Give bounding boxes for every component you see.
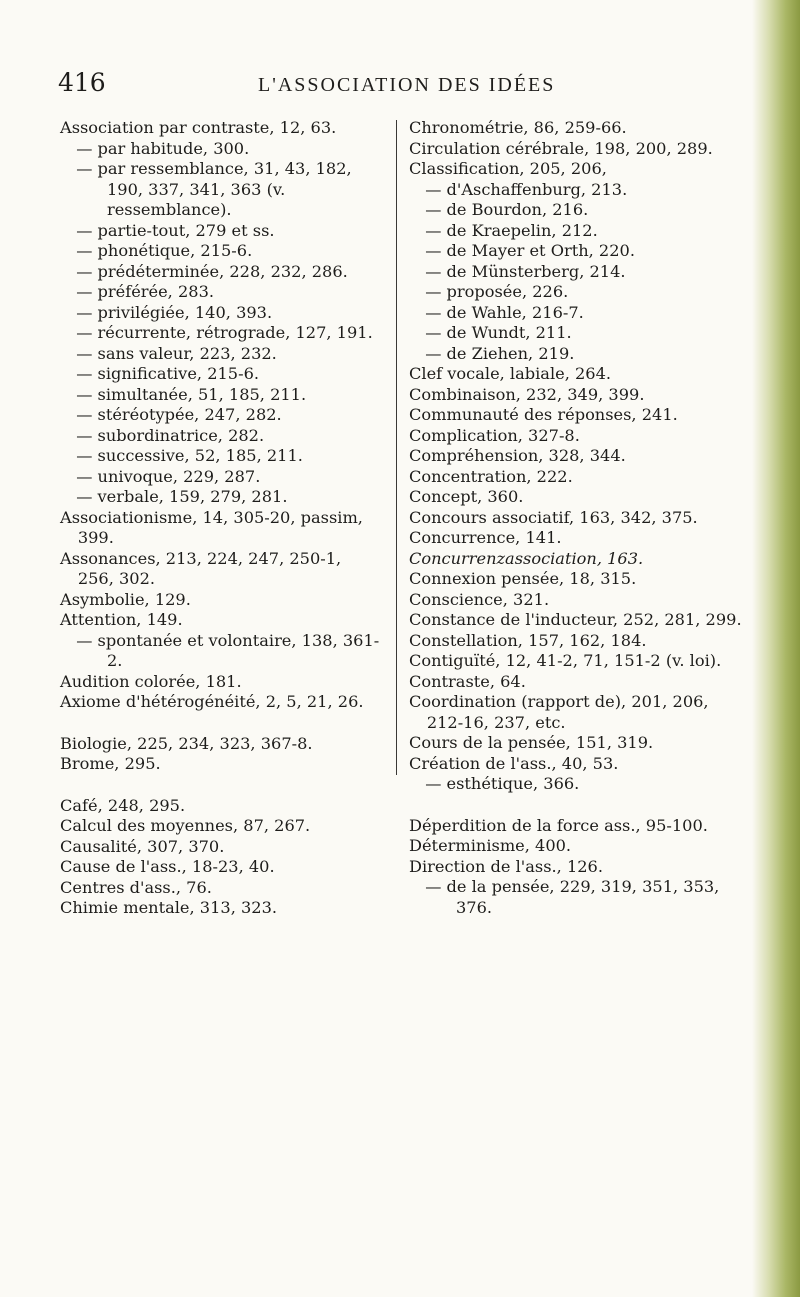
index-entry: Création de l'ass., 40, 53.: [409, 753, 619, 773]
index-subentry: — subordinatrice, 282.: [76, 425, 265, 445]
index-entry: Cause de l'ass., 18-23, 40.: [60, 857, 275, 876]
index-subentry: — de Münsterberg, 214.: [425, 261, 626, 281]
index-entry: Classification, 205, 206,: [409, 159, 607, 178]
index-subentry: — de Wundt, 211.: [425, 323, 572, 342]
index-entry: Concentration, 222.: [409, 466, 573, 486]
page-number: 416: [58, 68, 106, 97]
index-entry: Axiome d'hétérogénéité, 2, 5, 21, 26.: [60, 692, 364, 711]
index-entry: Compréhension, 328, 344.: [409, 446, 626, 465]
index-entry: Communauté des réponses, 241.: [409, 405, 678, 424]
index-entry: Brome, 295.: [60, 754, 161, 773]
index-column-left: [60, 118, 380, 919]
index-subentry: — de Mayer et Orth, 220.: [425, 241, 635, 260]
index-subentry: — de Wahle, 216-7.: [425, 302, 584, 322]
index-subentry: — prédéterminée, 228, 232, 286.: [76, 261, 348, 281]
index-subentry: — simultanée, 51, 185, 211.: [76, 384, 307, 404]
running-title: L'ASSOCIATION DES IDÉES: [258, 74, 556, 96]
section-gap: [409, 795, 749, 816]
section-gap: [60, 713, 380, 734]
index-column-right: [409, 118, 749, 918]
index-entry: Café, 248, 295.: [60, 795, 186, 815]
index-entry: Contiguïté, 12, 41-2, 71, 151-2 (v. loi).: [409, 651, 722, 670]
page-header: [58, 68, 758, 104]
index-entry: Déterminisme, 400.: [409, 836, 572, 855]
index-entry: Complication, 327-8.: [409, 425, 580, 445]
index-entry: Contraste, 64.: [409, 671, 526, 691]
index-entry: Concours associatif, 163, 342, 375.: [409, 507, 698, 527]
index-subentry: — par habitude, 300.: [76, 138, 250, 158]
index-entry: Circulation cérébrale, 198, 200, 289.: [409, 138, 713, 158]
index-subentry: — de Bourdon, 216.: [425, 200, 589, 219]
index-subentry: — sans valeur, 223, 232.: [76, 343, 277, 363]
index-entry: Constance de l'inducteur, 252, 281, 299.: [409, 610, 742, 629]
index-subentry: — univoque, 229, 287.: [76, 466, 261, 486]
column-divider: [396, 120, 397, 775]
index-subentry: — proposée, 226.: [425, 282, 569, 301]
index-entry: Direction de l'ass., 126.: [409, 856, 603, 876]
index-entry: Coordination (rapport de), 201, 206, 212-16, 237, etc.: [409, 692, 709, 732]
index-subentry: — par ressemblance, 31, 43, 182, 190, 337, 341, 363 (v. ressemblance).: [76, 159, 352, 219]
index-entry: Centres d'ass., 76.: [60, 877, 212, 897]
index-subentry: — récurrente, rétrograde, 127, 191.: [76, 323, 373, 342]
index-subentry: — phonétique, 215-6.: [76, 241, 253, 260]
index-entry: Concurrenzassociation, 163.: [409, 548, 644, 568]
index-entry: Conscience, 321.: [409, 589, 550, 609]
index-subentry: — de Kraepelin, 212.: [425, 220, 598, 240]
index-entry: Constellation, 157, 162, 184.: [409, 630, 647, 650]
index-entry: Déperdition de la force ass., 95-100.: [409, 815, 708, 835]
index-entry: Attention, 149.: [60, 610, 183, 629]
index-entry: Assonances, 213, 224, 247, 250-1, 256, 302.: [60, 548, 342, 588]
index-entry: Chimie mentale, 313, 323.: [60, 898, 278, 917]
index-entry: Association par contraste, 12, 63.: [60, 118, 337, 137]
index-subentry: — verbale, 159, 279, 281.: [76, 487, 288, 506]
index-subentry: — esthétique, 366.: [425, 774, 580, 793]
index-entry: Audition colorée, 181.: [60, 671, 242, 691]
index-subentry: — de la pensée, 229, 319, 351, 353, 376.: [425, 877, 720, 917]
index-entry: Connexion pensée, 18, 315.: [409, 569, 637, 588]
index-entry: Calcul des moyennes, 87, 267.: [60, 816, 311, 835]
index-entry: Chronométrie, 86, 259-66.: [409, 118, 627, 137]
index-subentry: — successive, 52, 185, 211.: [76, 446, 303, 465]
index-entry: Concurrence, 141.: [409, 528, 562, 547]
index-subentry: — significative, 215-6.: [76, 364, 260, 383]
page-edge-shadow: [752, 0, 800, 1297]
index-subentry: — privilégiée, 140, 393.: [76, 302, 273, 322]
index-entry: Associationisme, 14, 305-20, passim, 399.: [60, 507, 363, 547]
index-subentry: — stéréotypée, 247, 282.: [76, 405, 282, 424]
index-entry: Clef vocale, labiale, 264.: [409, 364, 612, 383]
index-entry: Concept, 360.: [409, 487, 524, 506]
index-subentry: — préférée, 283.: [76, 282, 215, 301]
index-subentry: — d'Aschaffenburg, 213.: [425, 179, 628, 199]
index-subentry: — spontanée et volontaire, 138, 361-2.: [76, 630, 380, 670]
index-entry: Cours de la pensée, 151, 319.: [409, 733, 654, 752]
index-entry: Causalité, 307, 370.: [60, 836, 225, 856]
index-subentry: — de Ziehen, 219.: [425, 343, 575, 363]
index-entry: Asymbolie, 129.: [60, 589, 191, 609]
index-entry: Biologie, 225, 234, 323, 367-8.: [60, 733, 313, 753]
index-subentry: — partie-tout, 279 et ss.: [76, 220, 275, 240]
section-gap: [60, 775, 380, 796]
index-entry: Combinaison, 232, 349, 399.: [409, 384, 645, 404]
